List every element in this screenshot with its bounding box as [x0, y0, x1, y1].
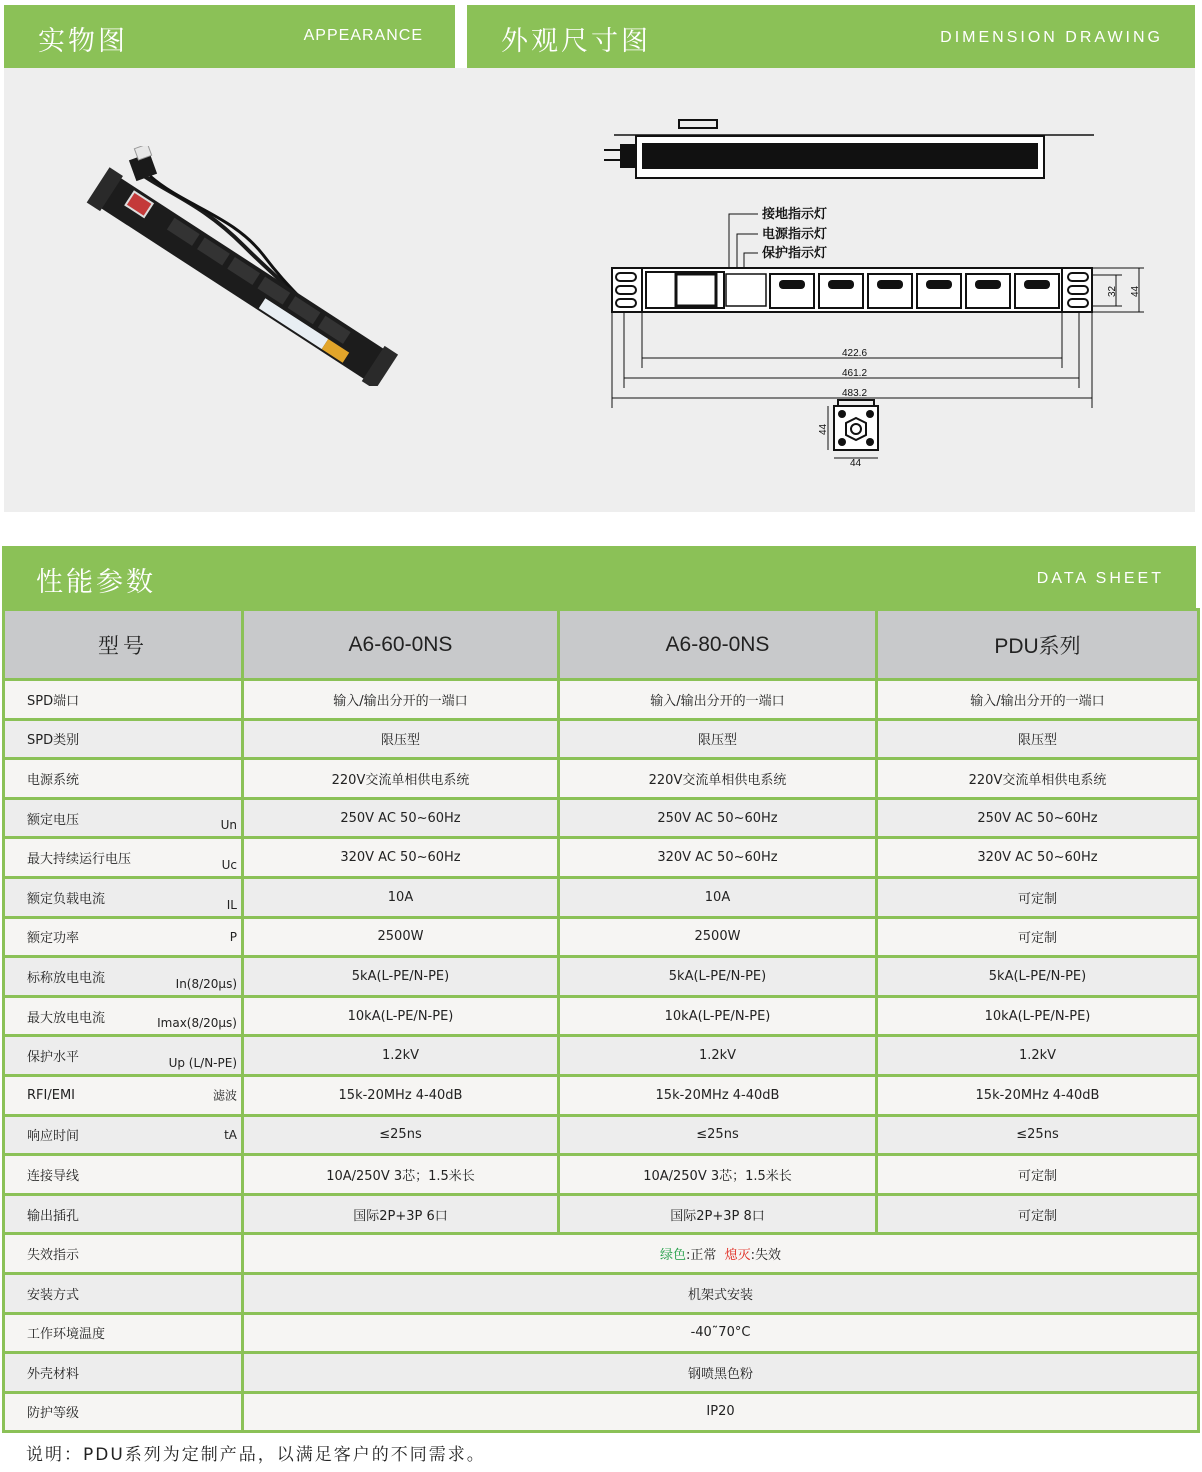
cell: 1.2kV	[243, 1036, 559, 1076]
cell: 2500W	[559, 917, 877, 957]
cell: 10kA(L-PE/N-PE)	[877, 996, 1199, 1036]
row-label: 工作环境温度	[4, 1313, 243, 1353]
cell: 可定制	[877, 1155, 1199, 1195]
row-symbol: 滤波	[212, 1088, 237, 1103]
row-label: 电源系统	[4, 759, 243, 799]
row-label: 额定负载电流 IL	[4, 877, 243, 917]
cell: 5kA(L-PE/N-PE)	[877, 957, 1199, 997]
cell: ≤25ns	[243, 1115, 559, 1155]
cell: 250V AC 50~60Hz	[243, 798, 559, 838]
cell: 15k-20MHz 4-40dB	[243, 1075, 559, 1115]
cell: 10A	[243, 877, 559, 917]
header-model: 型号	[4, 610, 243, 680]
cell: 国际2P+3P 8口	[559, 1194, 877, 1234]
row-label: 安装方式	[4, 1273, 243, 1313]
cell: 10A/250V 3芯；1.5米长	[559, 1155, 877, 1195]
dimension-title: 外观尺寸图	[501, 26, 651, 57]
cell: 5kA(L-PE/N-PE)	[559, 957, 877, 997]
status-red-text: 熄灭	[724, 1248, 751, 1264]
cell: IP20	[243, 1392, 1199, 1432]
cell: 250V AC 50~60Hz	[559, 798, 877, 838]
row-label: SPD类别	[4, 719, 243, 759]
row-symbol: Imax(8/20μs)	[157, 1016, 237, 1031]
row-label: RFI/EMI 滤波	[4, 1075, 243, 1115]
cell: 220V交流单相供电系统	[243, 759, 559, 799]
table-row	[4, 1392, 1199, 1432]
cell: 15k-20MHz 4-40dB	[559, 1075, 877, 1115]
cell: 250V AC 50~60Hz	[877, 798, 1199, 838]
row-label: 最大放电电流 Imax(8/20μs)	[4, 996, 243, 1036]
row-label: 保护水平 Up (L/N-PE)	[4, 1036, 243, 1076]
cell: 320V AC 50~60Hz	[559, 838, 877, 878]
cell: 1.2kV	[559, 1036, 877, 1076]
dim-end-height: 44	[818, 423, 829, 435]
cell: 限压型	[243, 719, 559, 759]
row-symbol: IL	[226, 897, 237, 912]
dim-mid-width: 461.2	[842, 368, 868, 379]
table-row	[4, 1075, 1199, 1115]
table-row	[4, 719, 1199, 759]
table-row	[4, 957, 1199, 997]
cell: 320V AC 50~60Hz	[243, 838, 559, 878]
row-label: 失效指示	[4, 1234, 243, 1274]
cell: 可定制	[877, 917, 1199, 957]
cell: 可定制	[877, 877, 1199, 917]
row-label: 防护等级	[4, 1392, 243, 1432]
cell: 1.2kV	[877, 1036, 1199, 1076]
row-label: 额定功率 P	[4, 917, 243, 957]
header-a6-80: A6-80-0NS	[559, 610, 877, 680]
row-label: 连接导线	[4, 1155, 243, 1195]
callout-protect-led: 保护指示灯	[762, 246, 828, 261]
failure-indicator-cell: 绿色:正常 熄灭:失效	[243, 1234, 1199, 1274]
table-row	[4, 1036, 1199, 1076]
cell: 输入/输出分开的一端口	[559, 680, 877, 720]
dim-inner-width: 422.6	[842, 348, 868, 359]
dimension-header	[467, 5, 1195, 68]
table-row	[4, 680, 1199, 720]
header-pdu: PDU系列	[877, 610, 1199, 680]
callout-power-led: 电源指示灯	[762, 227, 828, 242]
appearance-title: 实物图	[38, 26, 128, 57]
cell: 15k-20MHz 4-40dB	[877, 1075, 1199, 1115]
table-row	[4, 996, 1199, 1036]
row-symbol: P	[229, 929, 237, 944]
row-label: 最大持续运行电压 Uc	[4, 838, 243, 878]
row-symbol: Un	[220, 818, 237, 833]
datasheet-title: 性能参数	[36, 567, 156, 598]
table-row	[4, 1115, 1199, 1155]
table-row	[4, 1273, 1199, 1313]
cell: 限压型	[559, 719, 877, 759]
table-row	[4, 917, 1199, 957]
product-photo	[84, 146, 404, 386]
cell: 国际2P+3P 6口	[243, 1194, 559, 1234]
dim-overall-width: 483.2	[842, 388, 868, 399]
cell: 10kA(L-PE/N-PE)	[559, 996, 877, 1036]
dimension-subtitle: DIMENSION DRAWING	[940, 29, 1163, 46]
table-header-row	[4, 610, 1199, 680]
cell: ≤25ns	[877, 1115, 1199, 1155]
cell: 输入/输出分开的一端口	[243, 680, 559, 720]
cell: 机架式安装	[243, 1273, 1199, 1313]
row-label: SPD端口	[4, 680, 243, 720]
callout-ground-led: 接地指示灯	[762, 207, 828, 222]
row-symbol: In(8/20μs)	[175, 976, 237, 991]
table-row	[4, 877, 1199, 917]
cell: 限压型	[877, 719, 1199, 759]
table-row	[4, 838, 1199, 878]
cell: 钢喷黑色粉	[243, 1353, 1199, 1393]
row-symbol: Up (L/N-PE)	[168, 1055, 237, 1070]
dim-end-width: 44	[850, 458, 862, 468]
table-row	[4, 1313, 1199, 1353]
cell: 可定制	[877, 1194, 1199, 1234]
header-a6-60: A6-60-0NS	[243, 610, 559, 680]
cell: -40˜70°C	[243, 1313, 1199, 1353]
table-row	[4, 759, 1199, 799]
status-green-text: 绿色	[659, 1248, 686, 1264]
dimension-drawing	[594, 108, 1154, 468]
dim-panel-height: 44	[1130, 285, 1141, 297]
cell: 10A/250V 3芯；1.5米长	[243, 1155, 559, 1195]
cell: 5kA(L-PE/N-PE)	[243, 957, 559, 997]
table-row	[4, 1155, 1199, 1195]
cell: 320V AC 50~60Hz	[877, 838, 1199, 878]
row-label: 额定电压 Un	[4, 798, 243, 838]
datasheet-header	[2, 546, 1196, 608]
cell: 10A	[559, 877, 877, 917]
datasheet-subtitle: DATA SHEET	[1036, 570, 1164, 587]
row-symbol: Uc	[221, 857, 237, 872]
appearance-header	[4, 5, 455, 68]
row-label: 响应时间 tA	[4, 1115, 243, 1155]
cell: 220V交流单相供电系统	[877, 759, 1199, 799]
cell: 220V交流单相供电系统	[559, 759, 877, 799]
footnote: 说明：PDU系列为定制产品，以满足客户的不同需求。	[26, 1445, 486, 1465]
table-row	[4, 798, 1199, 838]
table-row	[4, 1353, 1199, 1393]
row-symbol: tA	[224, 1127, 237, 1142]
cell: ≤25ns	[559, 1115, 877, 1155]
appearance-subtitle: APPEARANCE	[303, 27, 423, 44]
dim-body-height: 32	[1107, 285, 1118, 297]
row-label: 输出插孔	[4, 1194, 243, 1234]
cell: 10kA(L-PE/N-PE)	[243, 996, 559, 1036]
table-row	[4, 1194, 1199, 1234]
table-row-failure-indicator	[4, 1234, 1199, 1274]
product-panel	[4, 68, 1195, 512]
cell: 输入/输出分开的一端口	[877, 680, 1199, 720]
row-label: 标称放电电流 In(8/20μs)	[4, 957, 243, 997]
row-label: 外壳材料	[4, 1353, 243, 1393]
spec-table	[2, 608, 1200, 1433]
cell: 2500W	[243, 917, 559, 957]
